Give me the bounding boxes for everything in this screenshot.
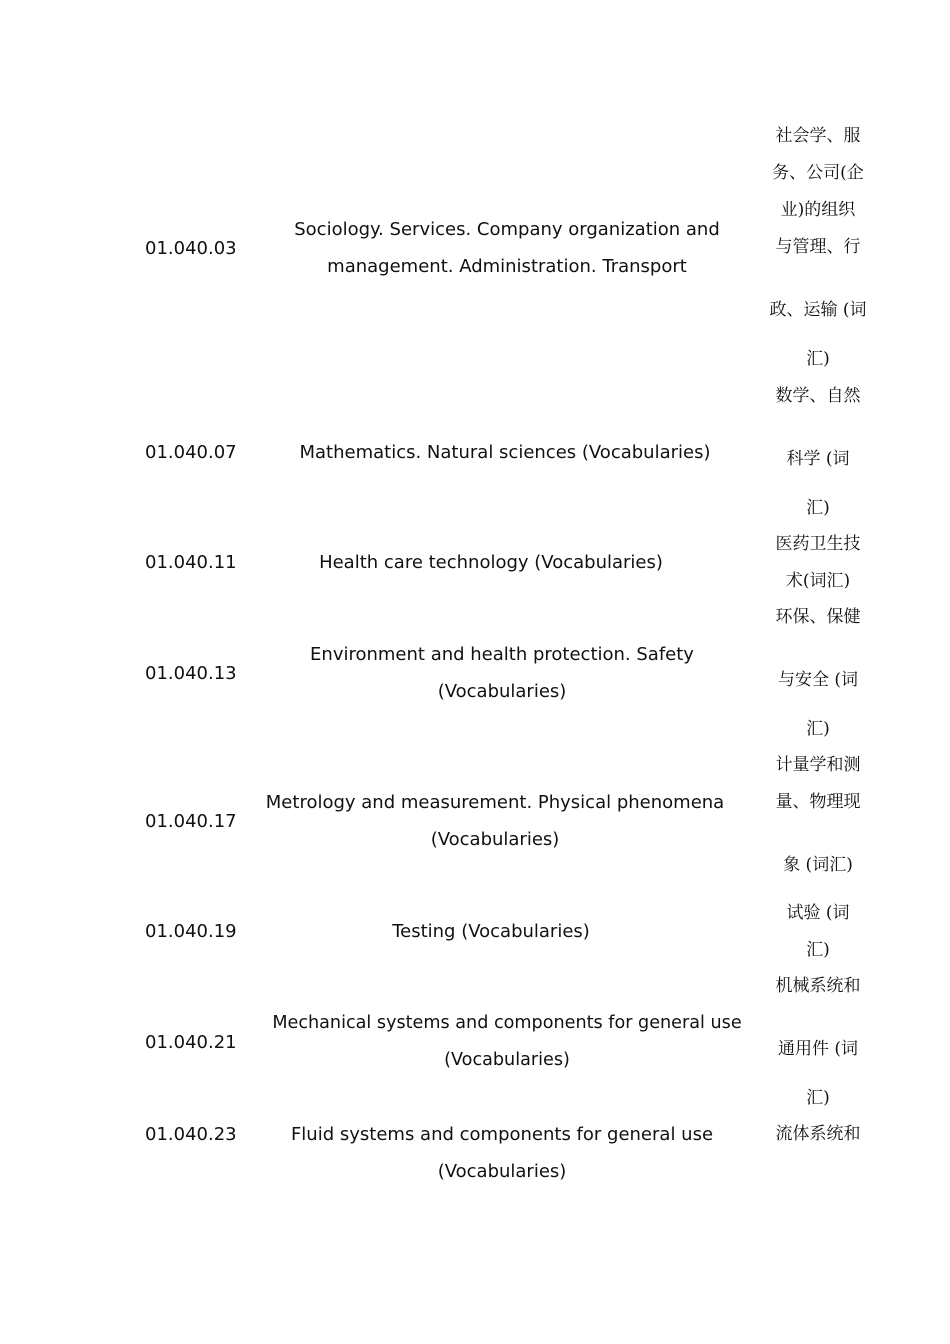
ics-code: 01.040.07	[145, 442, 237, 463]
english-title: Metrology and measurement. Physical phenomena (Vocabularies)	[265, 792, 725, 850]
english-title: Mathematics. Natural sciences (Vocabularies)	[299, 442, 711, 463]
chinese-title: 流体系统和	[775, 1124, 861, 1144]
ics-code: 01.040.11	[145, 552, 237, 573]
english-title: Health care technology (Vocabularies)	[319, 552, 663, 573]
ics-code: 01.040.19	[145, 921, 237, 942]
english-title: Sociology. Services. Company organization and management. Administration. Transport	[294, 219, 720, 277]
english-title: Environment and health protection. Safety (Vocabularies)	[310, 644, 694, 702]
ics-code: 01.040.17	[145, 811, 237, 832]
ics-code: 01.040.03	[145, 238, 237, 259]
chinese-title: 试验 (词 汇)	[786, 903, 850, 960]
chinese-title: 社会学、服 务、公司(企 业)的组织 与管理、行 政、运输 (词 汇)	[769, 126, 867, 369]
english-title: Fluid systems and components for general use (Vocabularies)	[290, 1124, 714, 1182]
chinese-title: 机械系统和 通用件 (词 汇)	[775, 976, 861, 1108]
ics-code: 01.040.13	[145, 663, 237, 684]
ics-code: 01.040.21	[145, 1032, 237, 1053]
chinese-title: 医药卫生技 术(词汇)	[775, 534, 861, 591]
english-title: Mechanical systems and components for general use (Vocabularies)	[272, 1013, 742, 1070]
chinese-title: 环保、保健 与安全 (词 汇)	[775, 607, 861, 739]
english-title: Testing (Vocabularies)	[392, 921, 590, 942]
chinese-title: 数学、自然 科学 (词 汇)	[775, 386, 861, 518]
ics-code: 01.040.23	[145, 1124, 237, 1145]
chinese-title: 计量学和测 量、物理现 象 (词汇)	[775, 755, 861, 875]
